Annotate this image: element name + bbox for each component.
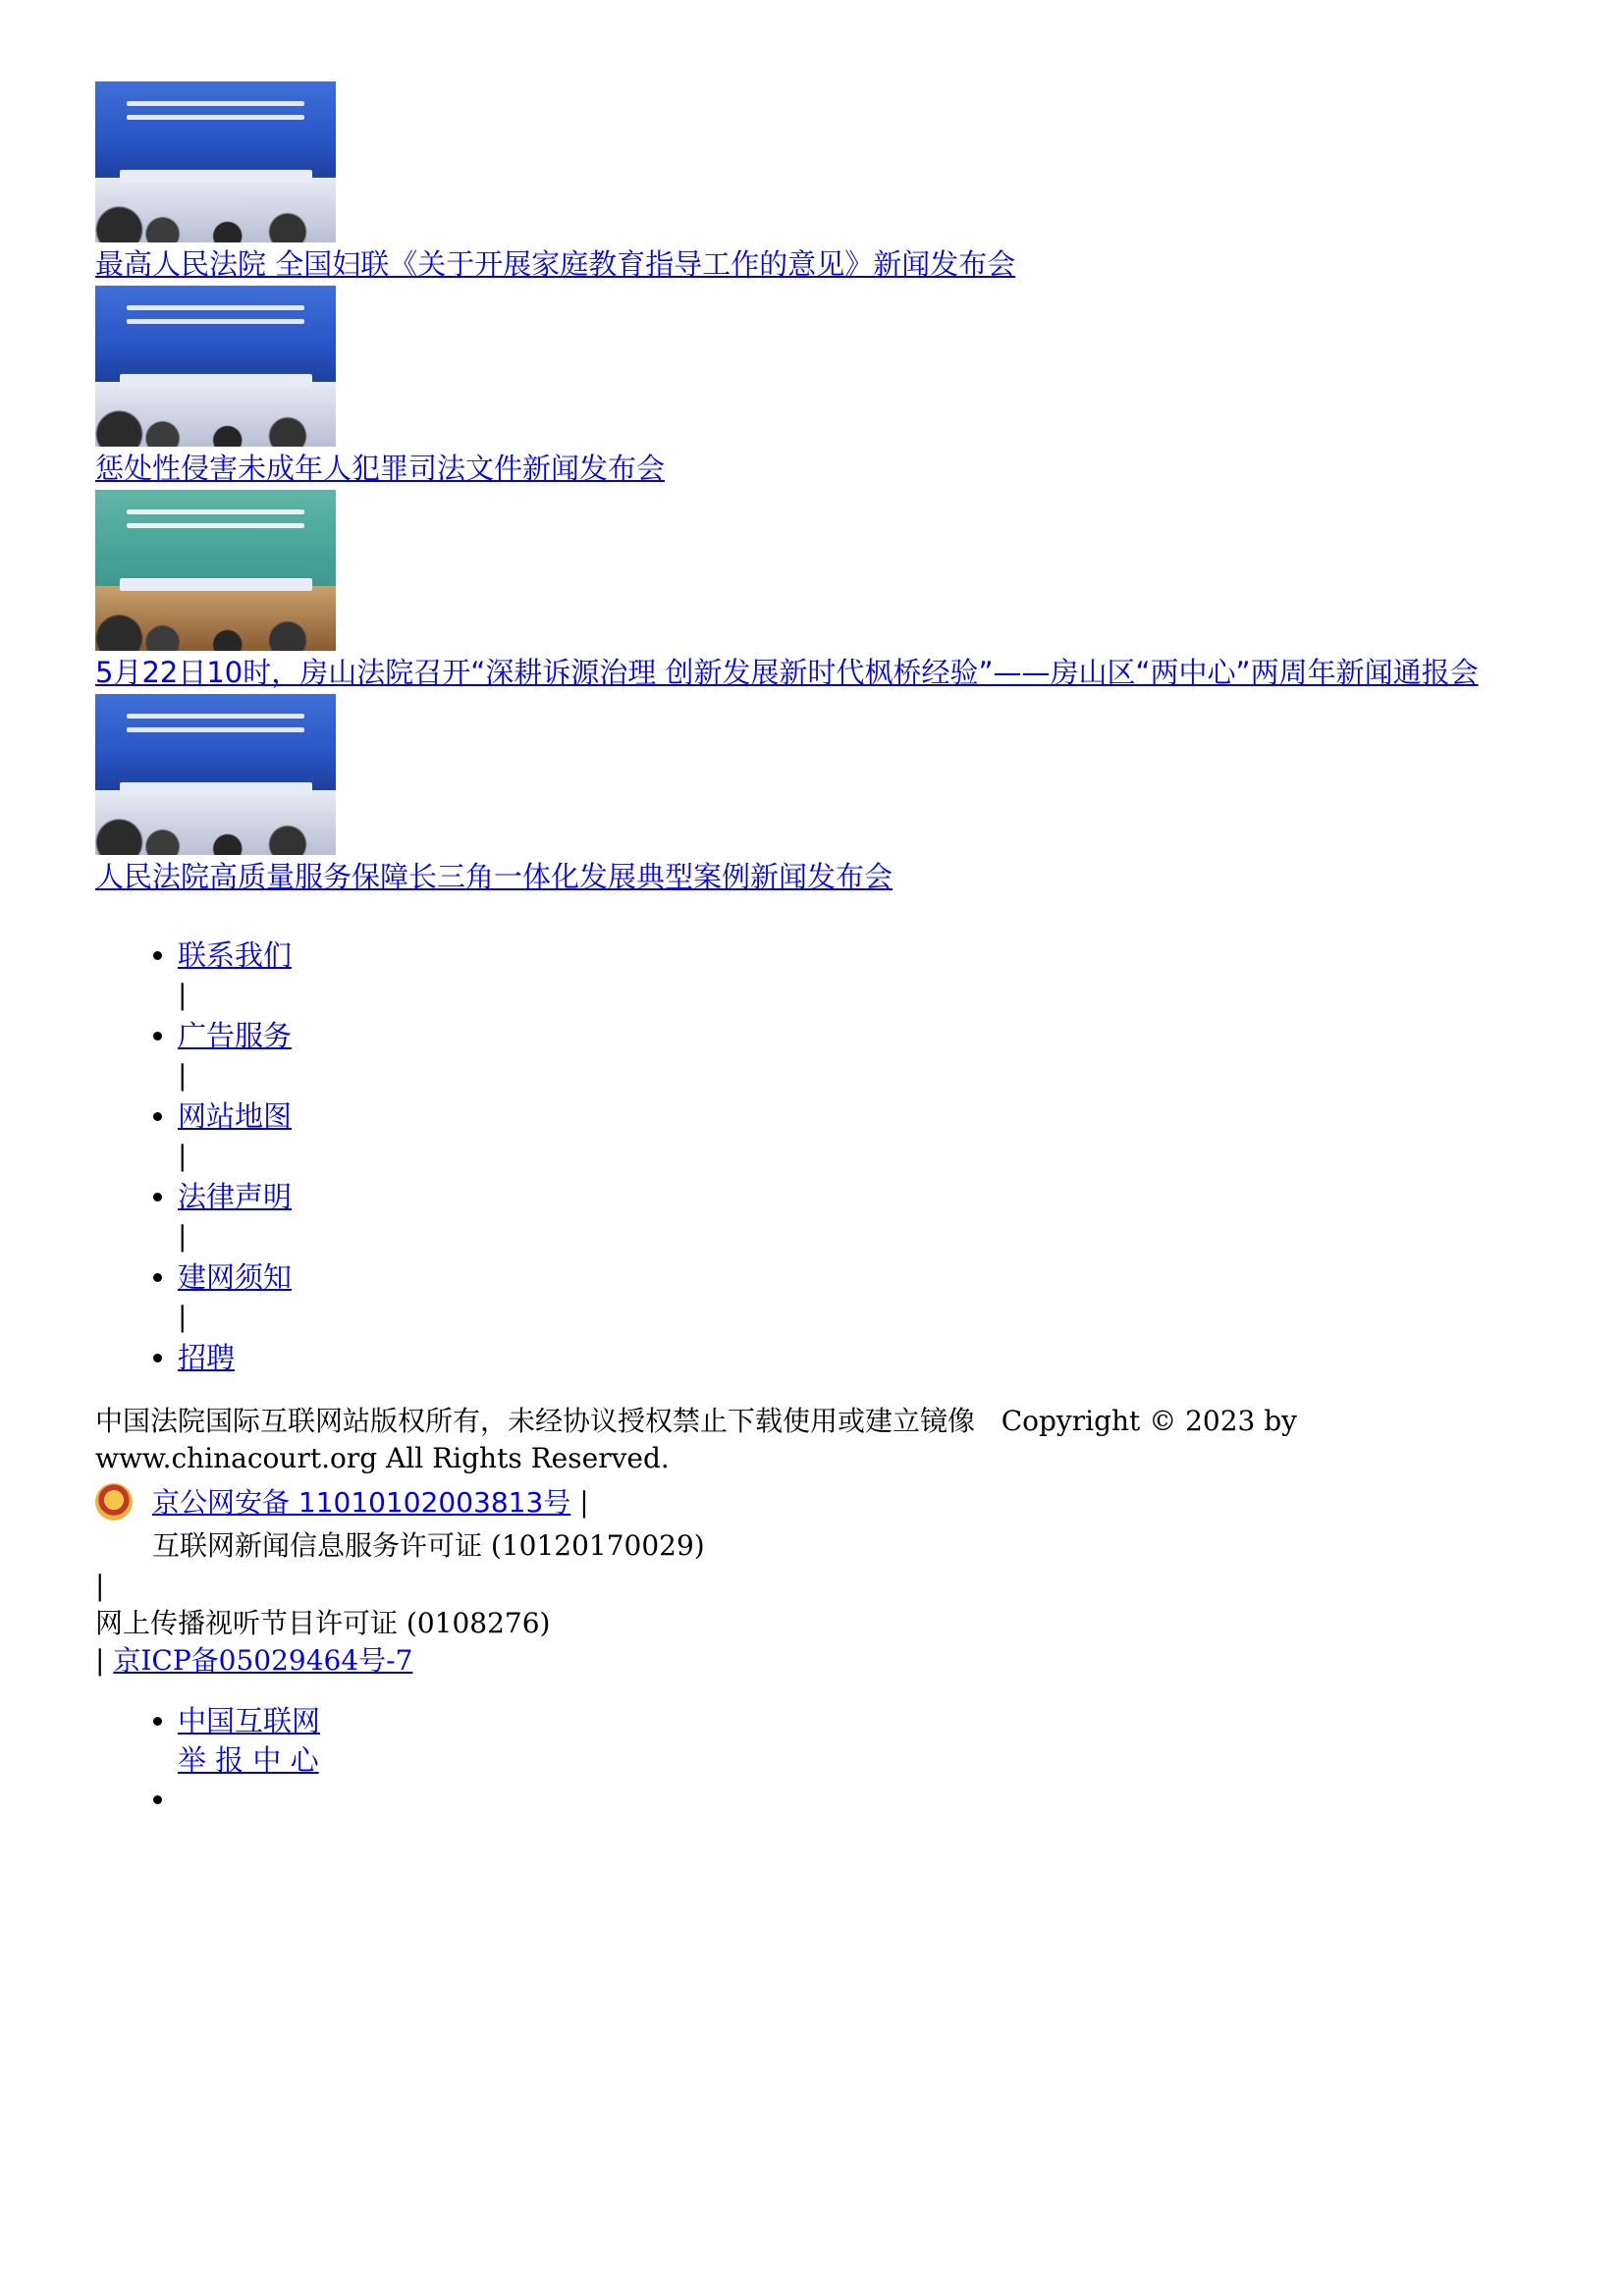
- copyright-block: [95, 1403, 1588, 1477]
- empty-list-item: [178, 1780, 1588, 1819]
- report-line-2: 举 报 中 心: [178, 1743, 319, 1777]
- news-thumbnail[interactable]: [95, 81, 336, 242]
- separator: |: [178, 1059, 188, 1092]
- footer-nav-item: [178, 1177, 1588, 1257]
- footer-nav-item: [178, 935, 1588, 1016]
- copyright-en: Copyright © 2023 by www.chinacourt.org All Rights Reserved.: [95, 1405, 1297, 1474]
- footer-nav-item: [178, 1096, 1588, 1177]
- icp-link[interactable]: 京ICP备05029464号-7: [113, 1644, 413, 1677]
- news-thumbnail[interactable]: [95, 286, 336, 447]
- av-license-number: (0108276): [406, 1607, 551, 1639]
- jobs-link[interactable]: 招聘: [178, 1341, 236, 1374]
- police-badge-icon: [95, 1483, 133, 1521]
- license-block: [95, 1568, 1588, 1680]
- news-link[interactable]: 惩处性侵害未成年人犯罪司法文件新闻发布会: [95, 452, 666, 485]
- news-link[interactable]: 最高人民法院 全国妇联《关于开展家庭教育指导工作的意见》新闻发布会: [95, 247, 1016, 281]
- legal-notice-link[interactable]: 法律声明: [178, 1180, 293, 1213]
- contact-us-link[interactable]: 联系我们: [178, 938, 293, 972]
- news-item: [95, 490, 1588, 694]
- copyright-cn: 中国法院国际互联网站版权所有，未经协议授权禁止下载使用或建立镜像: [95, 1405, 976, 1437]
- police-record-link[interactable]: 京公网安备 11010102003813号: [152, 1486, 571, 1519]
- news-item: [95, 286, 1588, 490]
- separator: |: [95, 1644, 105, 1677]
- news-link[interactable]: 5月22日10时，房山法院召开“深耕诉源治理 创新发展新时代枫桥经验”——房山区“两中心”两周年新闻通报会: [95, 656, 1479, 689]
- news-item: [95, 694, 1588, 898]
- footer-nav: [95, 935, 1588, 1377]
- site-guidelines-link[interactable]: 建网须知: [178, 1260, 293, 1294]
- ad-services-link[interactable]: 广告服务: [178, 1019, 293, 1052]
- news-license-number: (10120170029): [490, 1529, 705, 1562]
- av-license-label: 网上传播视听节目许可证: [95, 1607, 399, 1639]
- footer-nav-item: [178, 1257, 1588, 1338]
- page-content: [95, 81, 1588, 1819]
- news-thumbnail[interactable]: [95, 490, 336, 651]
- separator: |: [579, 1486, 589, 1519]
- news-license-label: 互联网新闻信息服务许可证: [152, 1529, 483, 1562]
- separator: |: [178, 1140, 188, 1172]
- news-link[interactable]: 人民法院高质量服务保障长三角一体化发展典型案例新闻发布会: [95, 860, 893, 893]
- news-thumbnail[interactable]: [95, 694, 336, 855]
- report-center-list: [95, 1701, 1588, 1819]
- separator: |: [178, 1301, 188, 1333]
- report-center-item: [178, 1701, 1588, 1780]
- news-item: [95, 81, 1588, 286]
- footer-nav-item: [178, 1016, 1588, 1096]
- separator: |: [178, 979, 188, 1011]
- sitemap-link[interactable]: 网站地图: [178, 1099, 293, 1133]
- police-record-row: [95, 1481, 1588, 1568]
- report-line-1: 中国互联网: [178, 1704, 321, 1737]
- report-center-link[interactable]: [178, 1704, 320, 1777]
- separator: |: [95, 1570, 105, 1602]
- separator: |: [178, 1220, 188, 1253]
- footer-nav-item: [178, 1338, 1588, 1377]
